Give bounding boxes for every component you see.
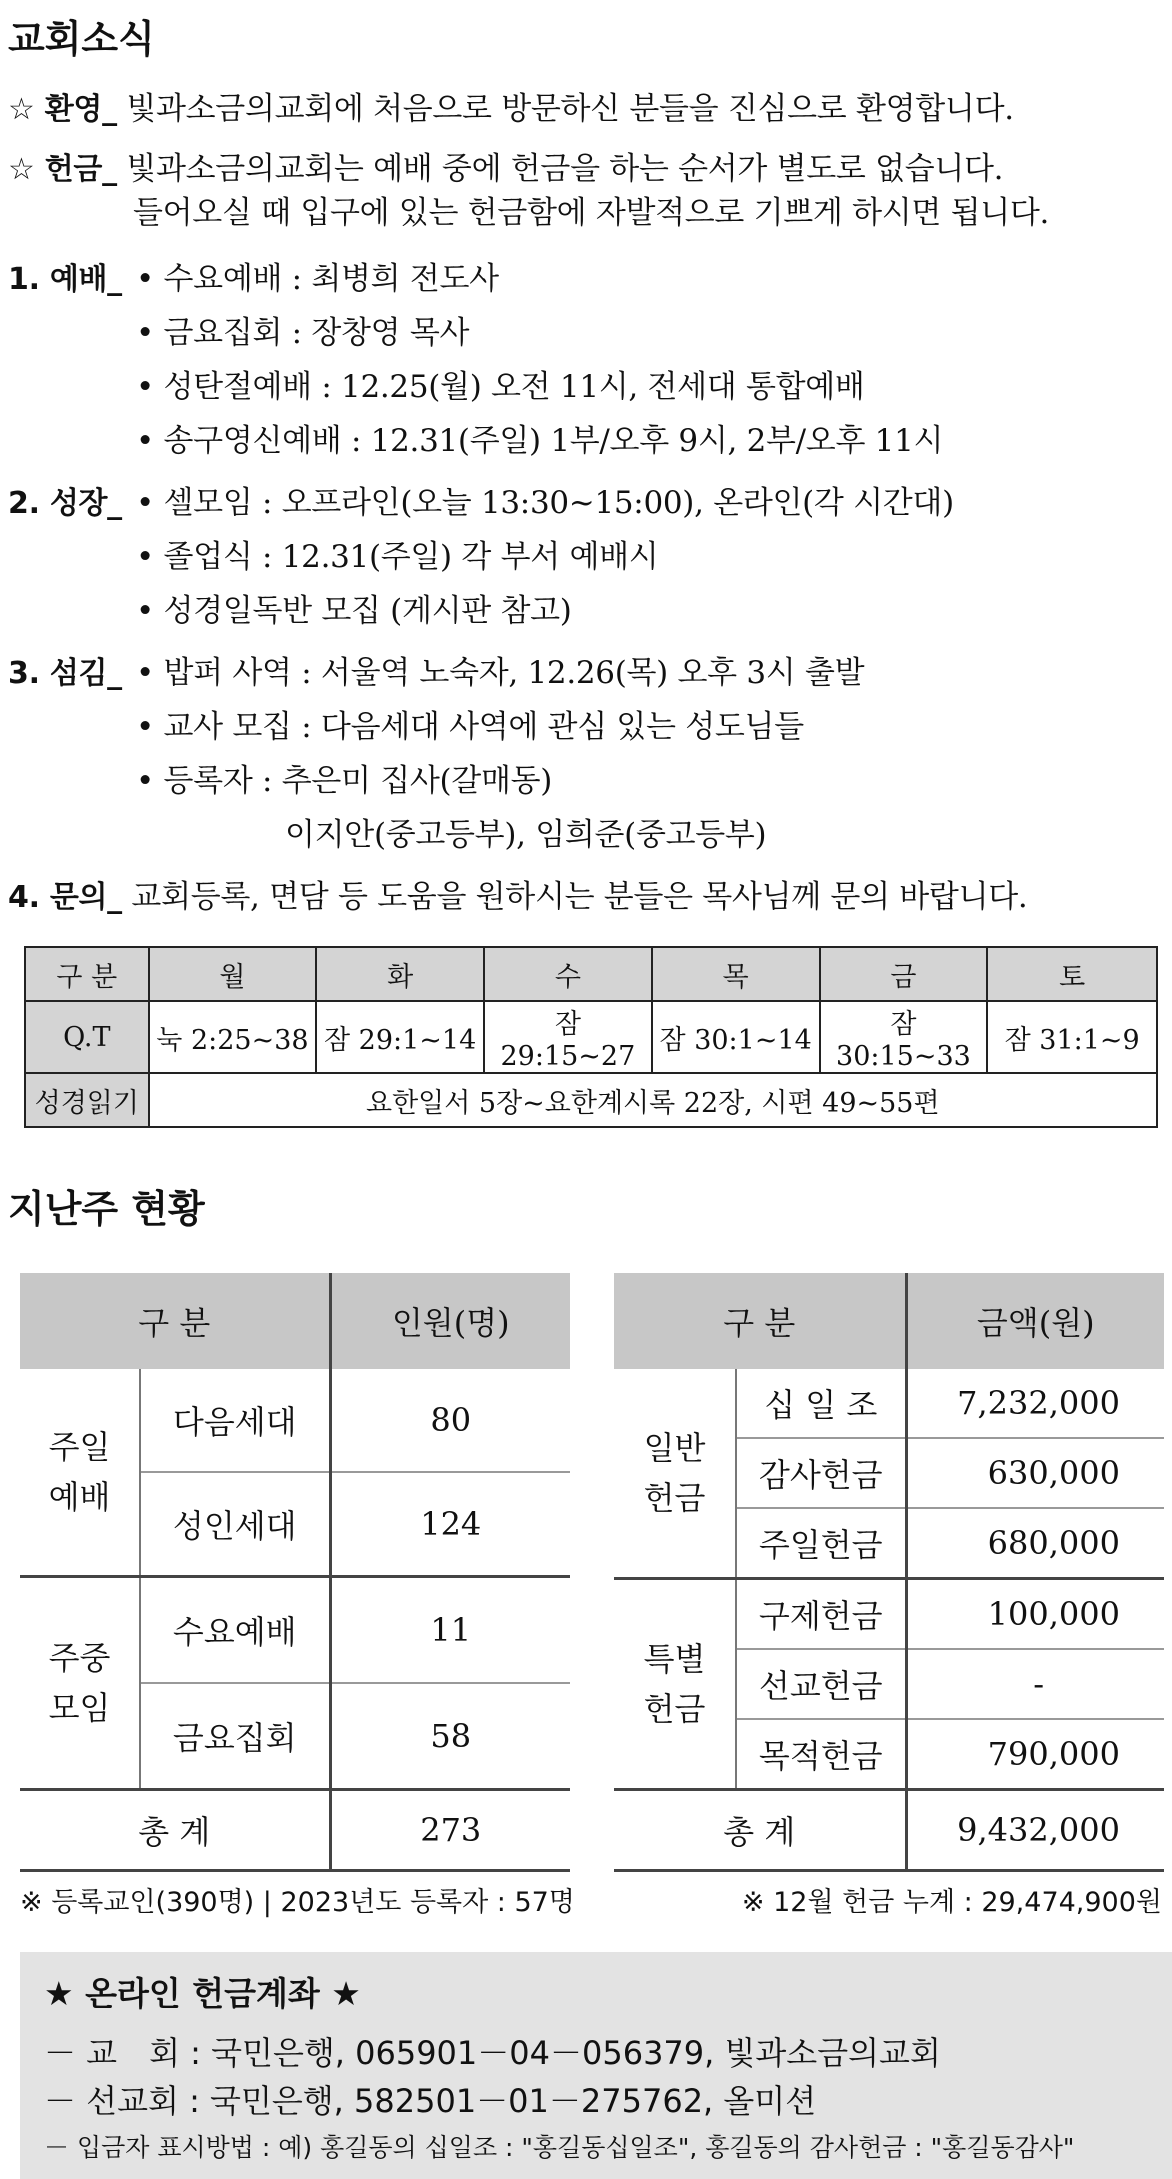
offering-row-name: 십 일 조 bbox=[736, 1369, 906, 1438]
attendance-table bbox=[20, 1273, 570, 1872]
offering-group-label: 특별 헌금 bbox=[614, 1579, 736, 1790]
worship-item: • 송구영신예배 : 12.31(주일) 1부/오후 9시, 2부/오후 11시 bbox=[136, 423, 944, 459]
offering-table bbox=[614, 1273, 1164, 1872]
offering-row-value: 7,232,000 bbox=[906, 1369, 1164, 1438]
offering-header-cell: 구 분 bbox=[614, 1273, 906, 1369]
attendance-total-label: 총 계 bbox=[20, 1790, 330, 1871]
qt-header-cell: 목 bbox=[652, 947, 820, 1001]
qt-cell: 잠 30:15~33 bbox=[820, 1001, 988, 1073]
offering-header-row bbox=[614, 1273, 1164, 1369]
deposit-instruction: － 입금자 표시방법 : 예) 홍길동의 십일조 : "홍길동십일조", 홍길동의 감사헌금 : "홍길동감사" bbox=[44, 2133, 1075, 2162]
welcome-text: 빛과소금의교회에 처음으로 방문하신 분들을 진심으로 환영합니다. bbox=[116, 91, 1014, 127]
inquiry-label: 4. 문의_ bbox=[8, 880, 122, 915]
offering-total-row bbox=[614, 1790, 1164, 1871]
offering-row-value: 630,000 bbox=[906, 1438, 1164, 1508]
offering-row-value: - bbox=[906, 1649, 1164, 1719]
attendance-header-cell: 구 분 bbox=[20, 1273, 330, 1369]
serve-item: • 등록자 : 추은미 집사(갈매동) bbox=[136, 763, 553, 799]
worship-item: • 수요예배 : 최병희 전도사 bbox=[136, 261, 499, 297]
inquiry-text: 교회등록, 면담 등 도움을 원하시는 분들은 목사님께 문의 바랍니다. bbox=[121, 879, 1028, 915]
qt-header-cell: 화 bbox=[316, 947, 484, 1001]
attendance-row-value: 11 bbox=[330, 1577, 570, 1684]
attendance-header-cell: 인원(명) bbox=[330, 1273, 570, 1369]
attendance-row-value: 124 bbox=[330, 1472, 570, 1577]
offering-row-name: 목적헌금 bbox=[736, 1719, 906, 1790]
table-row bbox=[20, 1577, 570, 1684]
inquiry-line bbox=[8, 876, 1027, 919]
offering-row-name: 선교헌금 bbox=[736, 1649, 906, 1719]
offering-line-2: 들어오실 때 입구에 있는 헌금함에 자발적으로 기쁘게 하시면 됩니다. bbox=[133, 195, 1050, 231]
offering-row-value: 680,000 bbox=[906, 1508, 1164, 1579]
news-title: 교회소식 bbox=[8, 17, 155, 61]
attendance-group-label: 주중 모임 bbox=[20, 1577, 140, 1790]
online-account-box bbox=[20, 1952, 1172, 2179]
attendance-row-name: 금요집회 bbox=[140, 1683, 330, 1790]
offering-row-name: 구제헌금 bbox=[736, 1579, 906, 1650]
serve-item-extra: 이지안(중고등부), 임희준(중고등부) bbox=[285, 817, 767, 853]
offering-total-value: 9,432,000 bbox=[906, 1790, 1164, 1871]
offering-row-name: 감사헌금 bbox=[736, 1438, 906, 1508]
attendance-row-value: 80 bbox=[330, 1369, 570, 1472]
offering-row-name: 주일헌금 bbox=[736, 1508, 906, 1579]
offering-group-label: 일반 헌금 bbox=[614, 1369, 736, 1579]
serve-item: • 교사 모집 : 다음세대 사역에 관심 있는 성도님들 bbox=[136, 709, 804, 745]
online-account-title: ★ 온라인 헌금계좌 ★ bbox=[44, 1974, 361, 2013]
qt-header-row bbox=[25, 947, 1157, 1001]
welcome-label: ☆ 환영_ bbox=[8, 92, 117, 127]
qt-table bbox=[24, 946, 1158, 1128]
attendance-total-value: 273 bbox=[330, 1790, 570, 1871]
table-row bbox=[20, 1369, 570, 1472]
qt-cell: 잠 29:1~14 bbox=[316, 1001, 484, 1073]
last-week-title: 지난주 현황 bbox=[8, 1187, 205, 1231]
account-row: － 선교회 : 국민은행, 582501－01－275762, 올미션 bbox=[44, 2082, 817, 2120]
qt-row bbox=[25, 1001, 1157, 1073]
serve-item: • 밥퍼 사역 : 서울역 노숙자, 12.26(목) 오후 3시 출발 bbox=[136, 655, 865, 691]
attendance-header-row bbox=[20, 1273, 570, 1369]
table-row bbox=[614, 1369, 1164, 1438]
offering-text: 빛과소금의교회는 예배 중에 헌금을 하는 순서가 별도로 없습니다. bbox=[116, 151, 1004, 187]
attendance-row-name: 수요예배 bbox=[140, 1577, 330, 1684]
growth-item: • 졸업식 : 12.31(주일) 각 부서 예배시 bbox=[136, 539, 659, 575]
attendance-total-row bbox=[20, 1790, 570, 1871]
reading-row-label: 성경읽기 bbox=[25, 1073, 149, 1127]
registration-note: ※ 등록교인(390명) | 2023년도 등록자 : 57명 bbox=[20, 1887, 575, 1918]
welcome-line bbox=[8, 88, 1014, 131]
table-row bbox=[614, 1579, 1164, 1650]
offering-row-value: 100,000 bbox=[906, 1579, 1164, 1650]
qt-header-cell: 수 bbox=[484, 947, 652, 1001]
qt-cell: 잠 29:15~27 bbox=[484, 1001, 652, 1073]
growth-item: • 성경일독반 모집 (게시판 참고) bbox=[136, 593, 572, 629]
serve-label: 3. 섬김_ bbox=[8, 656, 122, 691]
qt-cell: 잠 31:1~9 bbox=[987, 1001, 1157, 1073]
offering-total-label: 총 계 bbox=[614, 1790, 906, 1871]
worship-label: 1. 예배_ bbox=[8, 262, 122, 297]
qt-header-cell: 금 bbox=[820, 947, 988, 1001]
qt-row-label: Q.T bbox=[25, 1001, 149, 1073]
worship-item: • 성탄절예배 : 12.25(월) 오전 11시, 전세대 통합예배 bbox=[136, 369, 865, 405]
offering-row-value: 790,000 bbox=[906, 1719, 1164, 1790]
offering-cumulative-note: ※ 12월 헌금 누계 : 29,474,900원 bbox=[741, 1887, 1162, 1918]
attendance-group-label: 주일 예배 bbox=[20, 1369, 140, 1577]
attendance-row-name: 성인세대 bbox=[140, 1472, 330, 1577]
qt-header-cell: 구 분 bbox=[25, 947, 149, 1001]
reading-row bbox=[25, 1073, 1157, 1127]
account-row: － 교 회 : 국민은행, 065901－04－056379, 빛과소금의교회 bbox=[44, 2034, 941, 2072]
qt-cell: 잠 30:1~14 bbox=[652, 1001, 820, 1073]
qt-cell: 눅 2:25~38 bbox=[149, 1001, 317, 1073]
offering-label: ☆ 헌금_ bbox=[8, 152, 117, 187]
qt-header-cell: 토 bbox=[987, 947, 1157, 1001]
growth-label: 2. 성장_ bbox=[8, 486, 122, 521]
qt-header-cell: 월 bbox=[149, 947, 317, 1001]
growth-item: • 셀모임 : 오프라인(오늘 13:30~15:00), 온라인(각 시간대) bbox=[136, 485, 954, 521]
worship-item: • 금요집회 : 장창영 목사 bbox=[136, 315, 470, 351]
reading-cell: 요한일서 5장~요한계시록 22장, 시편 49~55편 bbox=[149, 1073, 1157, 1127]
offering-line bbox=[8, 148, 1003, 191]
attendance-row-value: 58 bbox=[330, 1683, 570, 1790]
offering-header-cell: 금액(원) bbox=[906, 1273, 1164, 1369]
attendance-row-name: 다음세대 bbox=[140, 1369, 330, 1472]
